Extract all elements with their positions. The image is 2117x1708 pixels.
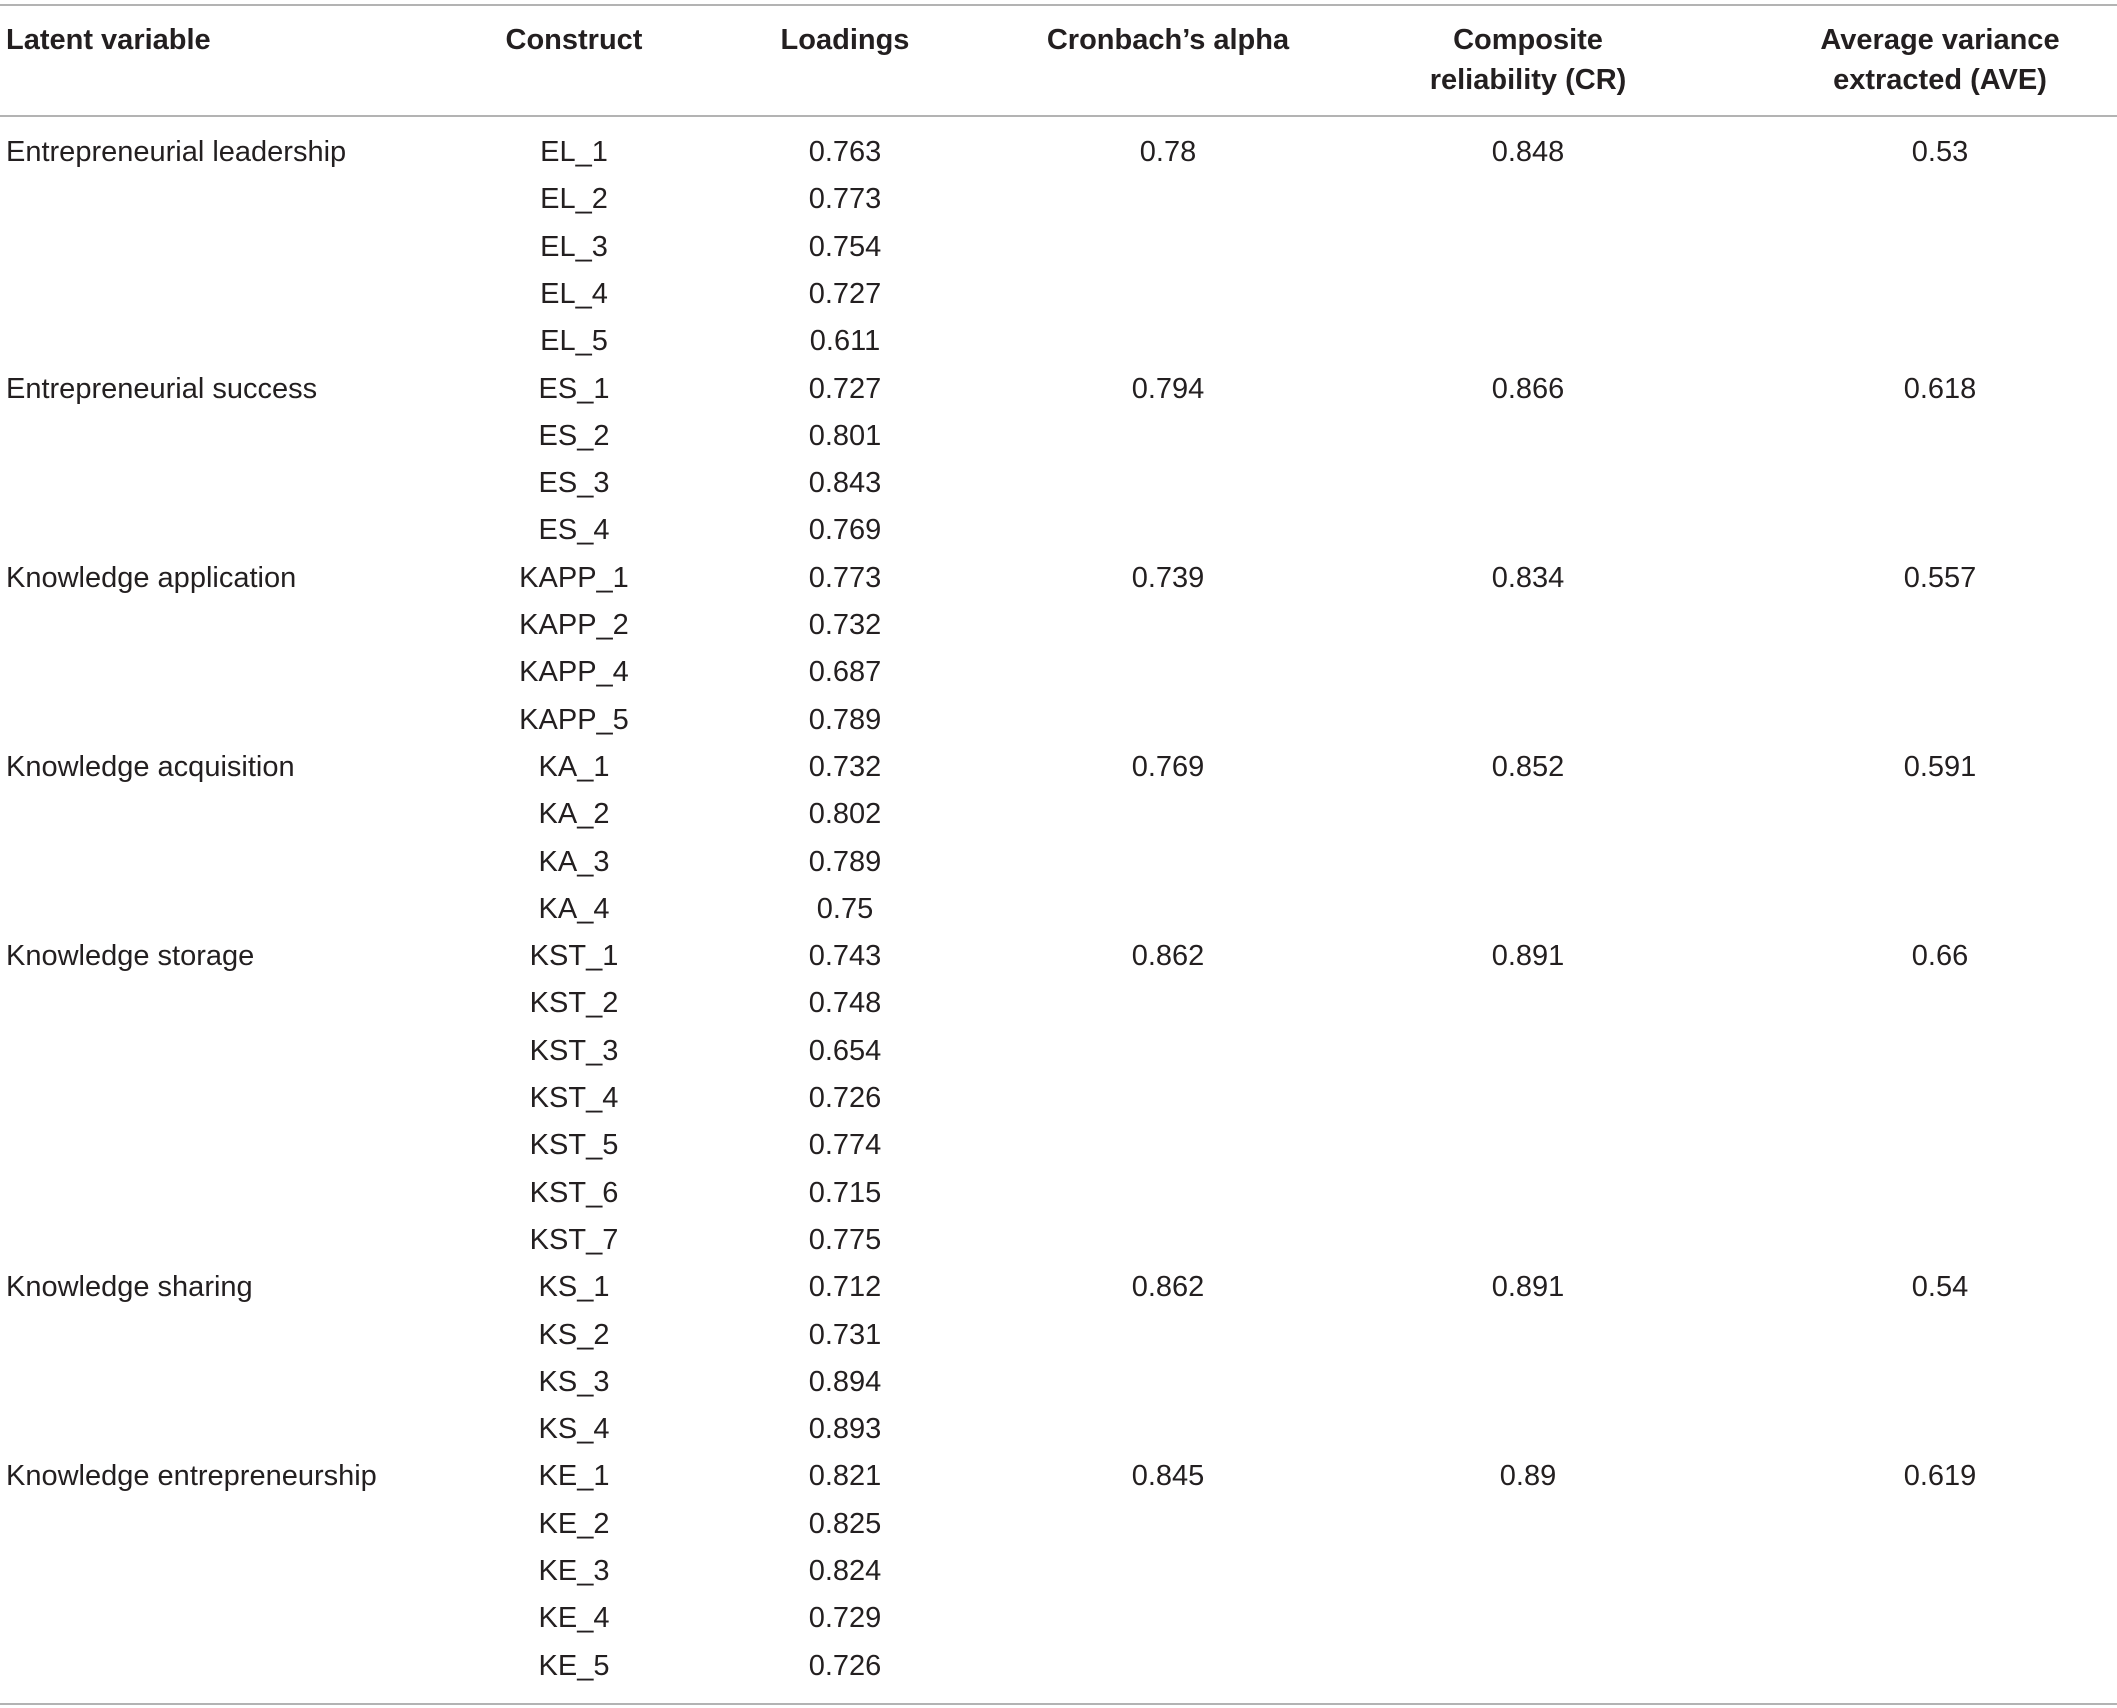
cell-loading: 0.715 [808, 1176, 882, 1209]
cell-construct: ES_1 [538, 372, 610, 405]
cell-ave: 0.557 [1903, 561, 1977, 594]
cell-composite-reliability: 0.834 [1491, 561, 1565, 594]
cell-loading: 0.769 [808, 514, 882, 547]
cell-ave: 0.618 [1903, 372, 1977, 405]
table-bottom-rule [0, 1703, 2117, 1705]
cell-cronbachs-alpha: 0.78 [1139, 136, 1197, 168]
header-construct: Construct [505, 24, 643, 56]
cell-construct: KS_4 [538, 1413, 610, 1446]
cell-composite-reliability: 0.852 [1491, 750, 1565, 783]
cell-cronbachs-alpha: 0.739 [1131, 561, 1205, 594]
cell-construct: KS_3 [538, 1365, 610, 1398]
cell-construct: EL_2 [540, 183, 608, 216]
header-ave [1820, 20, 2059, 100]
cell-loading: 0.773 [808, 561, 882, 594]
header-bottom-rule [0, 115, 2117, 117]
cell-construct: KE_2 [538, 1507, 610, 1540]
cell-ave: 0.66 [1911, 940, 1969, 973]
cell-composite-reliability: 0.848 [1491, 136, 1565, 168]
cell-construct: KAPP_4 [519, 656, 629, 689]
cell-construct: KST_3 [529, 1034, 619, 1067]
cell-loading: 0.743 [808, 940, 882, 973]
cell-construct: KST_2 [529, 987, 619, 1020]
cell-loading: 0.894 [808, 1365, 882, 1398]
cell-latent-variable: Knowledge entrepreneurship [6, 1460, 377, 1493]
cell-loading: 0.825 [808, 1507, 882, 1540]
cell-loading: 0.824 [808, 1555, 882, 1587]
cell-construct: KAPP_2 [519, 609, 629, 641]
cell-construct: ES_2 [538, 419, 610, 452]
header-cr-line1: Composite [1453, 24, 1603, 56]
cell-construct: EL_3 [540, 230, 608, 263]
cell-construct: KA_3 [538, 845, 610, 878]
cell-construct: KST_4 [529, 1082, 619, 1114]
cell-construct: ES_4 [538, 514, 610, 547]
cell-loading: 0.821 [808, 1460, 882, 1493]
cell-cronbachs-alpha: 0.769 [1131, 750, 1205, 783]
cell-construct: KE_1 [538, 1460, 610, 1493]
cell-cronbachs-alpha: 0.794 [1131, 372, 1205, 405]
cell-loading: 0.729 [808, 1602, 882, 1635]
cell-ave: 0.619 [1903, 1460, 1977, 1493]
cell-loading: 0.773 [808, 183, 882, 216]
cell-construct: KST_1 [529, 940, 619, 973]
cell-construct: EL_4 [540, 277, 608, 310]
header-latent-variable: Latent variable [6, 24, 211, 56]
cell-loading: 0.789 [808, 845, 882, 878]
cell-construct: KA_4 [538, 892, 610, 925]
header-composite-reliability [1430, 20, 1627, 100]
cell-loading: 0.754 [808, 230, 882, 263]
cell-construct: ES_3 [538, 467, 610, 500]
cell-ave: 0.53 [1911, 136, 1969, 168]
cell-latent-variable: Knowledge sharing [6, 1271, 253, 1304]
cell-loading: 0.802 [808, 798, 882, 831]
cell-construct: KAPP_5 [519, 703, 629, 736]
cell-construct: KE_3 [538, 1555, 610, 1587]
header-cr-line2: reliability (CR) [1429, 64, 1627, 96]
cell-construct: KA_2 [538, 798, 610, 831]
cell-loading: 0.731 [808, 1318, 882, 1351]
cell-ave: 0.591 [1903, 750, 1977, 783]
cell-construct: KS_1 [538, 1271, 610, 1304]
cell-latent-variable: Knowledge application [6, 561, 297, 594]
cell-composite-reliability: 0.891 [1491, 940, 1565, 973]
header-loadings: Loadings [780, 24, 910, 56]
cell-loading: 0.775 [808, 1223, 882, 1256]
cell-latent-variable: Knowledge storage [6, 940, 255, 973]
cell-loading: 0.687 [808, 656, 882, 689]
cell-loading: 0.801 [808, 419, 882, 452]
header-cronbachs-alpha: Cronbach’s alpha [1046, 24, 1290, 56]
cell-construct: KST_7 [529, 1223, 619, 1256]
cell-loading: 0.843 [808, 467, 882, 500]
cell-loading: 0.654 [808, 1034, 882, 1067]
cell-construct: KST_6 [529, 1176, 619, 1209]
cell-construct: KST_5 [529, 1129, 619, 1162]
cell-composite-reliability: 0.89 [1499, 1460, 1557, 1493]
cell-cronbachs-alpha: 0.862 [1131, 1271, 1205, 1304]
cell-loading: 0.763 [808, 136, 882, 168]
cell-loading: 0.774 [808, 1129, 882, 1162]
cell-loading: 0.789 [808, 703, 882, 736]
cell-loading: 0.75 [816, 892, 874, 925]
cell-loading: 0.727 [808, 372, 882, 405]
cell-construct: KE_5 [538, 1649, 610, 1682]
cell-loading: 0.893 [808, 1413, 882, 1446]
header-ave-line2: extracted (AVE) [1833, 64, 2047, 96]
cell-construct: KE_4 [538, 1602, 610, 1635]
cell-loading: 0.726 [808, 1649, 882, 1682]
cell-loading: 0.748 [808, 987, 882, 1020]
cell-loading: 0.732 [808, 750, 882, 783]
cell-loading: 0.712 [808, 1271, 882, 1304]
cell-cronbachs-alpha: 0.845 [1131, 1460, 1205, 1493]
cell-construct: KA_1 [538, 750, 610, 783]
cell-ave: 0.54 [1911, 1271, 1969, 1304]
cell-construct: KAPP_1 [519, 561, 629, 594]
cell-construct: EL_5 [540, 325, 608, 358]
cell-loading: 0.732 [808, 609, 882, 641]
cell-construct: KS_2 [538, 1318, 610, 1351]
cell-loading: 0.726 [808, 1082, 882, 1114]
cell-latent-variable: Entrepreneurial leadership [6, 136, 347, 168]
header-ave-line1: Average variance [1820, 24, 2060, 56]
cell-construct: EL_1 [540, 136, 608, 168]
cell-loading: 0.727 [808, 277, 882, 310]
cell-cronbachs-alpha: 0.862 [1131, 940, 1205, 973]
cell-loading: 0.611 [809, 325, 881, 358]
cell-composite-reliability: 0.891 [1491, 1271, 1565, 1304]
cell-latent-variable: Knowledge acquisition [6, 750, 295, 783]
cell-latent-variable: Entrepreneurial success [6, 372, 318, 405]
cell-composite-reliability: 0.866 [1491, 372, 1565, 405]
table-top-rule [0, 4, 2117, 6]
